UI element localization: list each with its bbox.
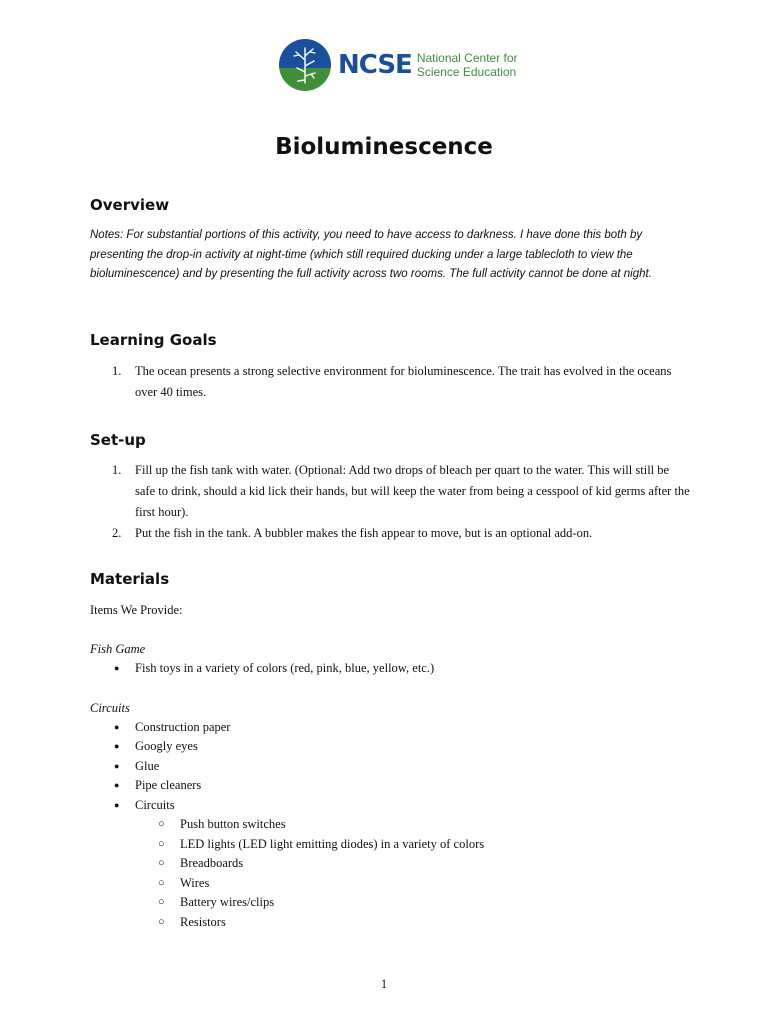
list-item-text: Construction paper bbox=[135, 719, 231, 734]
list-number: 1. bbox=[112, 463, 122, 477]
overview-heading: Overview bbox=[90, 196, 170, 214]
list-item bbox=[90, 361, 690, 403]
hollow-bullet-icon: ○ bbox=[158, 896, 165, 908]
ncse-logo bbox=[278, 38, 518, 92]
bullet-icon: ● bbox=[114, 799, 120, 810]
sub-list-item-text: Push button switches bbox=[180, 817, 286, 831]
bullet-icon: ● bbox=[114, 760, 120, 771]
bullet-icon: ● bbox=[114, 663, 120, 673]
list-number: 2. bbox=[112, 526, 122, 540]
page-number: 1 bbox=[380, 977, 388, 991]
hollow-bullet-icon: ○ bbox=[158, 818, 165, 830]
bullet-icon: ● bbox=[114, 741, 120, 751]
sub-list-item bbox=[90, 854, 690, 874]
list-number: 1. bbox=[112, 364, 122, 378]
sub-list-item-text: Battery wires/clips bbox=[180, 895, 275, 909]
hollow-bullet-icon: ○ bbox=[158, 857, 165, 869]
list-item bbox=[90, 659, 690, 679]
list-item-text: Circuits bbox=[135, 797, 175, 812]
logo-name-line2: Science Education bbox=[416, 65, 517, 79]
items-we-provide-label: Items We Provide: bbox=[90, 603, 183, 617]
document-title: Bioluminescence bbox=[275, 134, 493, 160]
logo-full-name bbox=[417, 51, 518, 79]
bullet-icon: ● bbox=[114, 780, 120, 790]
list-item-text: Pipe cleaners bbox=[135, 778, 202, 792]
logo-abbreviation: NCSE bbox=[338, 50, 412, 80]
logo-name-line1: National Center for bbox=[416, 51, 518, 65]
list-item bbox=[90, 523, 690, 544]
hollow-bullet-icon: ○ bbox=[158, 915, 165, 928]
hollow-bullet-icon: ○ bbox=[158, 837, 165, 850]
list-item bbox=[90, 718, 690, 738]
list-item-text: Googly eyes bbox=[135, 739, 198, 753]
learning-goals-heading: Learning Goals bbox=[90, 331, 217, 349]
fish-game-label: Fish Game bbox=[90, 642, 146, 656]
learning-goals-list bbox=[90, 361, 690, 403]
list-item-text: Fish toys in a variety of colors (red, pink, blue, yellow, etc.) bbox=[135, 661, 435, 675]
sub-list-item bbox=[90, 835, 690, 855]
list-item bbox=[90, 460, 690, 523]
list-item bbox=[90, 737, 690, 757]
bullet-icon: ● bbox=[114, 721, 120, 732]
list-item bbox=[90, 757, 690, 777]
list-item-text: Glue bbox=[135, 758, 160, 773]
overview-notes: Notes: For substantial portions of this activity, you need to have access to darkness. I have done this both by presenting the drop-in activity at night-time (which still required ducking under a large tablecloth to view the bioluminescence) and by presenting the full activity across two rooms. The full activity cannot be done at night. bbox=[90, 229, 652, 280]
sub-list-item-text: Wires bbox=[180, 875, 210, 890]
sub-list-item bbox=[90, 913, 690, 933]
circuits-label: Circuits bbox=[90, 700, 130, 715]
sub-list-item bbox=[90, 893, 690, 913]
setup-heading: Set-up bbox=[90, 431, 146, 449]
sub-list-item-text: Resistors bbox=[180, 914, 226, 929]
list-item bbox=[90, 796, 690, 816]
setup-list bbox=[90, 460, 690, 544]
ncse-tree-logo-icon bbox=[278, 38, 332, 92]
list-item bbox=[90, 776, 690, 796]
sub-list-item-text: Breadboards bbox=[180, 856, 244, 870]
sub-list-item bbox=[90, 874, 690, 894]
hollow-bullet-icon: ○ bbox=[158, 876, 165, 889]
materials-heading: Materials bbox=[90, 570, 170, 588]
list-item-text: Fill up the fish tank with water. (Optional: Add two drops of bleach per quart to the water. This will still be safe to drink, should a kid lick their hands, but will keep the water from being a cesspool of kid germs after the first hour). bbox=[135, 463, 690, 519]
sub-list-item bbox=[90, 815, 690, 835]
materials-section bbox=[90, 600, 690, 932]
list-item-text: The ocean presents a strong selective environment for bioluminescence. The trait has evolved in the oceans over 40 times. bbox=[135, 364, 672, 399]
list-item-text: Put the fish in the tank. A bubbler makes the fish appear to move, but is an optional add-on. bbox=[135, 526, 593, 540]
sub-list-item-text: LED lights (LED light emitting diodes) in a variety of colors bbox=[180, 836, 485, 851]
